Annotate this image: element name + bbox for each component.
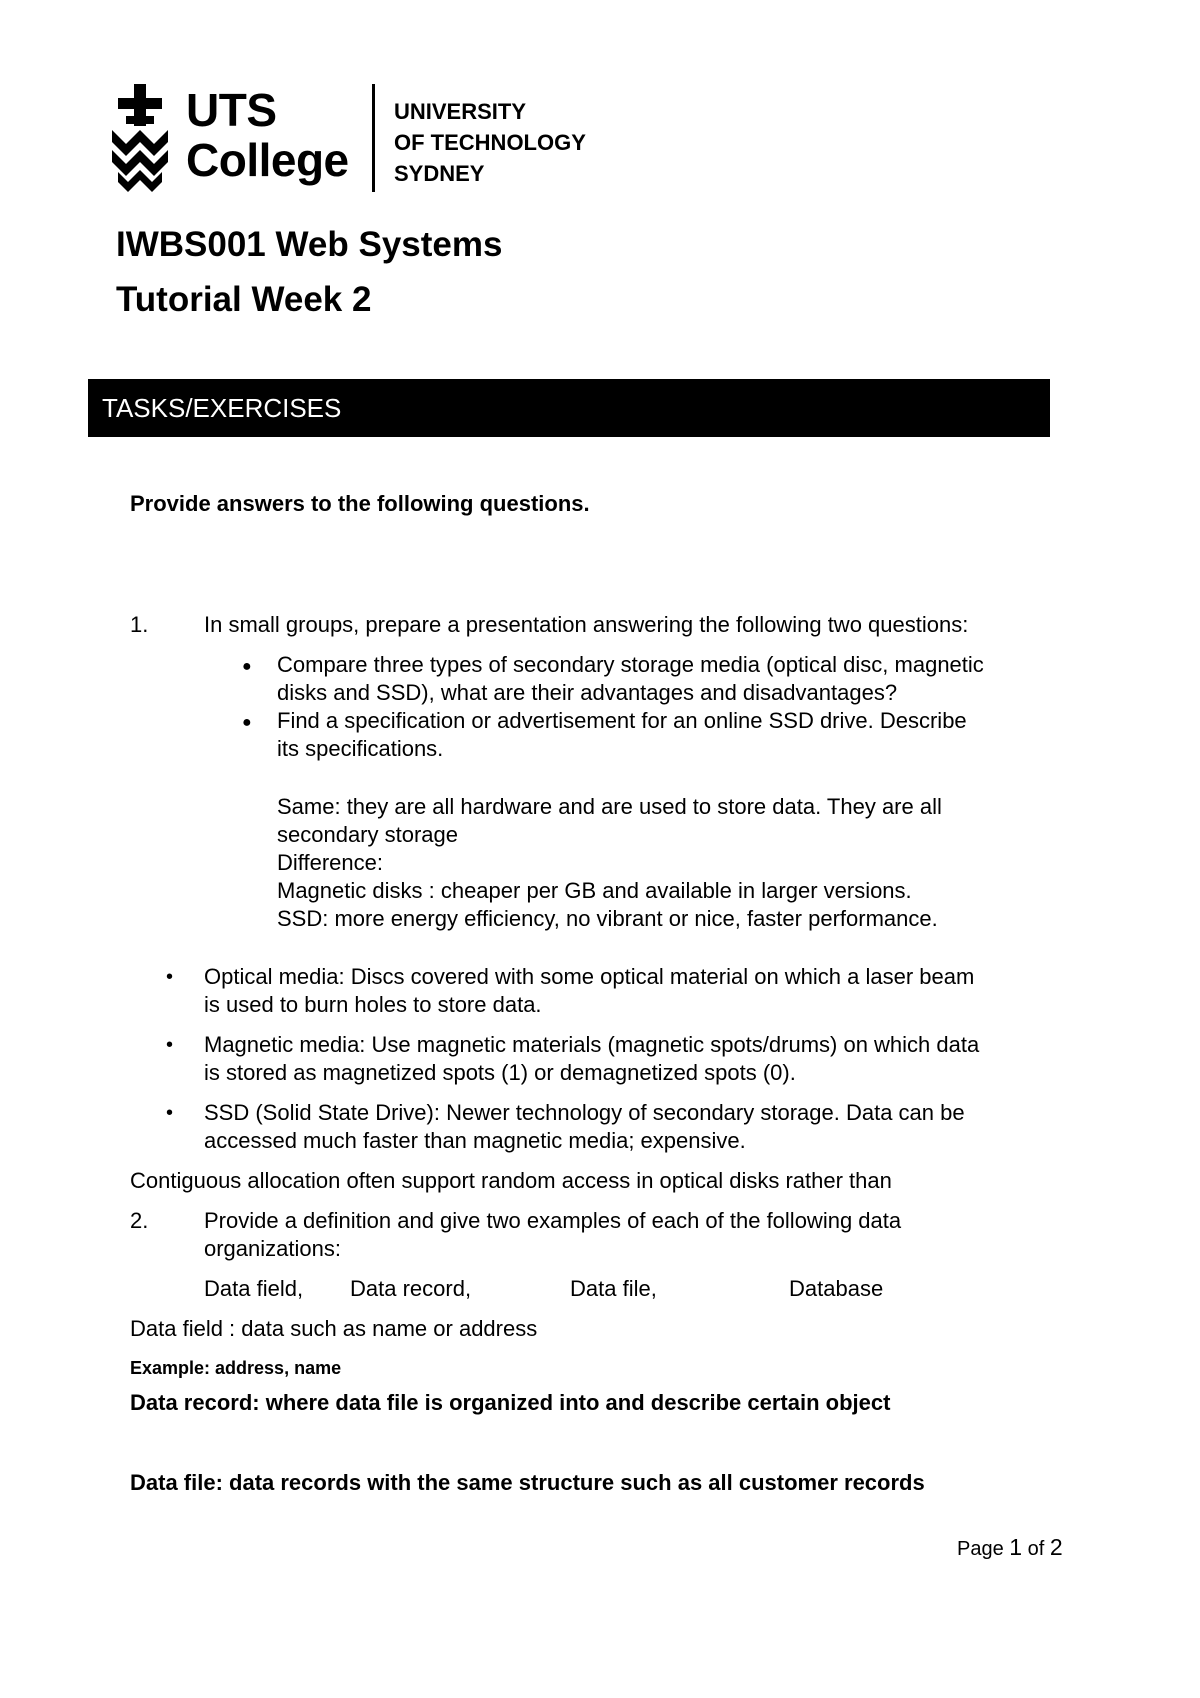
answer-data-file: Data file: data records with the same structure such as all customer records	[130, 1470, 925, 1495]
media-item-optical-line-1: Optical media: Discs covered with some optical material on which a laser beam	[204, 964, 975, 989]
logo-divider	[372, 84, 375, 192]
media-item-optical-line-2: is used to burn holes to store data.	[204, 992, 542, 1017]
bullet-dot-icon: ●	[242, 658, 252, 675]
q2-term-data-field: Data field,	[204, 1276, 304, 1301]
q1-answer-line: Same: they are all hardware and are used to store data. They are all	[277, 794, 942, 819]
tutorial-title: Tutorial Week 2	[116, 280, 372, 319]
bullet-icon: •	[166, 1102, 174, 1124]
logo-uni-line: SYDNEY	[394, 161, 485, 186]
logo-university-text	[394, 96, 586, 189]
page-label: Page	[957, 1538, 1004, 1560]
q1-answer-line: Difference:	[277, 850, 383, 875]
question-2-number: 2.	[130, 1208, 149, 1233]
q2-term-data-file: Data file,	[570, 1276, 657, 1301]
q1-bullet-2-line-2: its specifications.	[277, 736, 444, 761]
logo-uni-line: UNIVERSITY	[394, 99, 527, 124]
question-2-line-2: organizations:	[204, 1236, 341, 1261]
q1-answer-line: SSD: more energy efficiency, no vibrant or nice, faster performance.	[277, 906, 938, 931]
intro-instruction: Provide answers to the following questions.	[130, 491, 590, 516]
bullet-icon: •	[166, 966, 174, 988]
question-1-text: In small groups, prepare a presentation answering the following two questions:	[204, 612, 969, 637]
logo-uts-text: UTS	[186, 84, 277, 136]
contiguous-note: Contiguous allocation often support random access in optical disks rather than	[130, 1168, 892, 1193]
q1-bullet-1-line-1: Compare three types of secondary storage media (optical disc, magnetic	[277, 652, 984, 677]
q2-term-database: Database	[789, 1276, 884, 1301]
page-of-label: of	[1027, 1538, 1045, 1560]
q2-term-data-record: Data record,	[350, 1276, 472, 1301]
page-number	[957, 1533, 1063, 1563]
media-item-ssd-line-2: accessed much faster than magnetic media; expensive.	[204, 1128, 746, 1153]
q1-bullet-1-line-2: disks and SSD), what are their advantages and disadvantages?	[277, 680, 898, 705]
question-2-line-1: Provide a definition and give two examples of each of the following data	[204, 1208, 902, 1233]
media-item-ssd-line-1: SSD (Solid State Drive): Newer technology of secondary storage. Data can be	[204, 1100, 965, 1125]
q1-answer-line: Magnetic disks : cheaper per GB and available in larger versions.	[277, 878, 912, 903]
bullet-dot-icon: ●	[242, 714, 252, 731]
answer-data-field: Data field : data such as name or address	[130, 1316, 538, 1341]
media-item-magnetic-line-1: Magnetic media: Use magnetic materials (magnetic spots/drums) on which data	[204, 1032, 980, 1057]
logo-college-text: College	[186, 134, 349, 186]
media-item-magnetic-line-2: is stored as magnetized spots (1) or demagnetized spots (0).	[204, 1060, 796, 1085]
uts-crest-icon	[108, 84, 172, 196]
page-current: 1	[1009, 1534, 1023, 1560]
answer-example: Example: address, name	[130, 1358, 342, 1378]
logo-uni-line: OF TECHNOLOGY	[394, 130, 586, 155]
q1-bullet-2-line-1: Find a specification or advertisement for an online SSD drive. Describe	[277, 708, 967, 733]
tasks-section-header: TASKS/EXERCISES	[88, 379, 1050, 437]
q1-answer-line: secondary storage	[277, 822, 458, 847]
page-total: 2	[1049, 1534, 1063, 1560]
course-title: IWBS001 Web Systems	[116, 225, 503, 264]
uts-college-logo	[108, 84, 608, 196]
question-1-number: 1.	[130, 612, 149, 637]
bullet-icon: •	[166, 1034, 174, 1056]
answer-data-record: Data record: where data file is organized into and describe certain object	[130, 1390, 891, 1415]
